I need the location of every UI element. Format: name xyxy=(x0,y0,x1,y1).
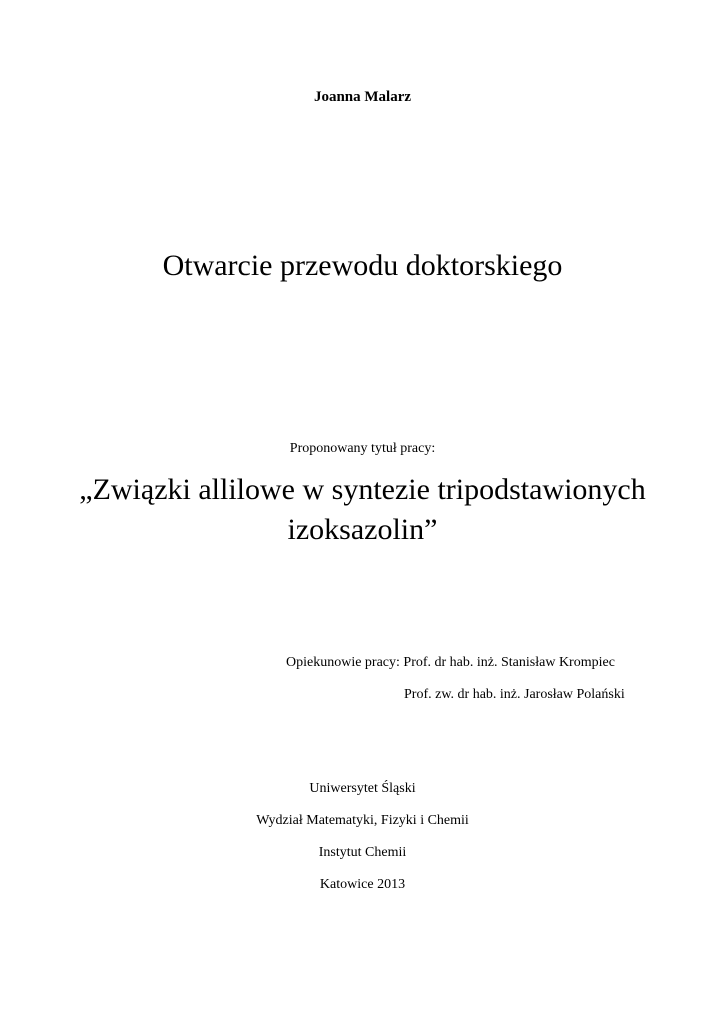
proposed-title-label: Proponowany tytuł pracy: xyxy=(289,441,436,456)
affiliation-block xyxy=(0,780,725,908)
thesis-title-line-1: „Związki allilowe w syntezie tripodstawionych xyxy=(79,473,646,506)
place-year: Katowice 2013 xyxy=(319,877,406,892)
supervisors-line-2: Prof. zw. dr hab. inż. Jarosław Polański xyxy=(404,687,625,702)
document-title: Otwarcie przewodu doktorskiego xyxy=(162,249,563,282)
author-name: Joanna Malarz xyxy=(313,89,412,105)
faculty-name: Wydział Matematyki, Fizyki i Chemii xyxy=(256,813,469,828)
supervisors-line-1: Opiekunowie pracy: Prof. dr hab. inż. Stanisław Krompiec xyxy=(286,655,615,670)
thesis-title xyxy=(0,470,725,550)
university-name: Uniwersytet Śląski xyxy=(309,781,416,796)
institute-name: Instytut Chemii xyxy=(318,845,407,860)
thesis-title-line-2: izoksazolin” xyxy=(287,513,438,546)
